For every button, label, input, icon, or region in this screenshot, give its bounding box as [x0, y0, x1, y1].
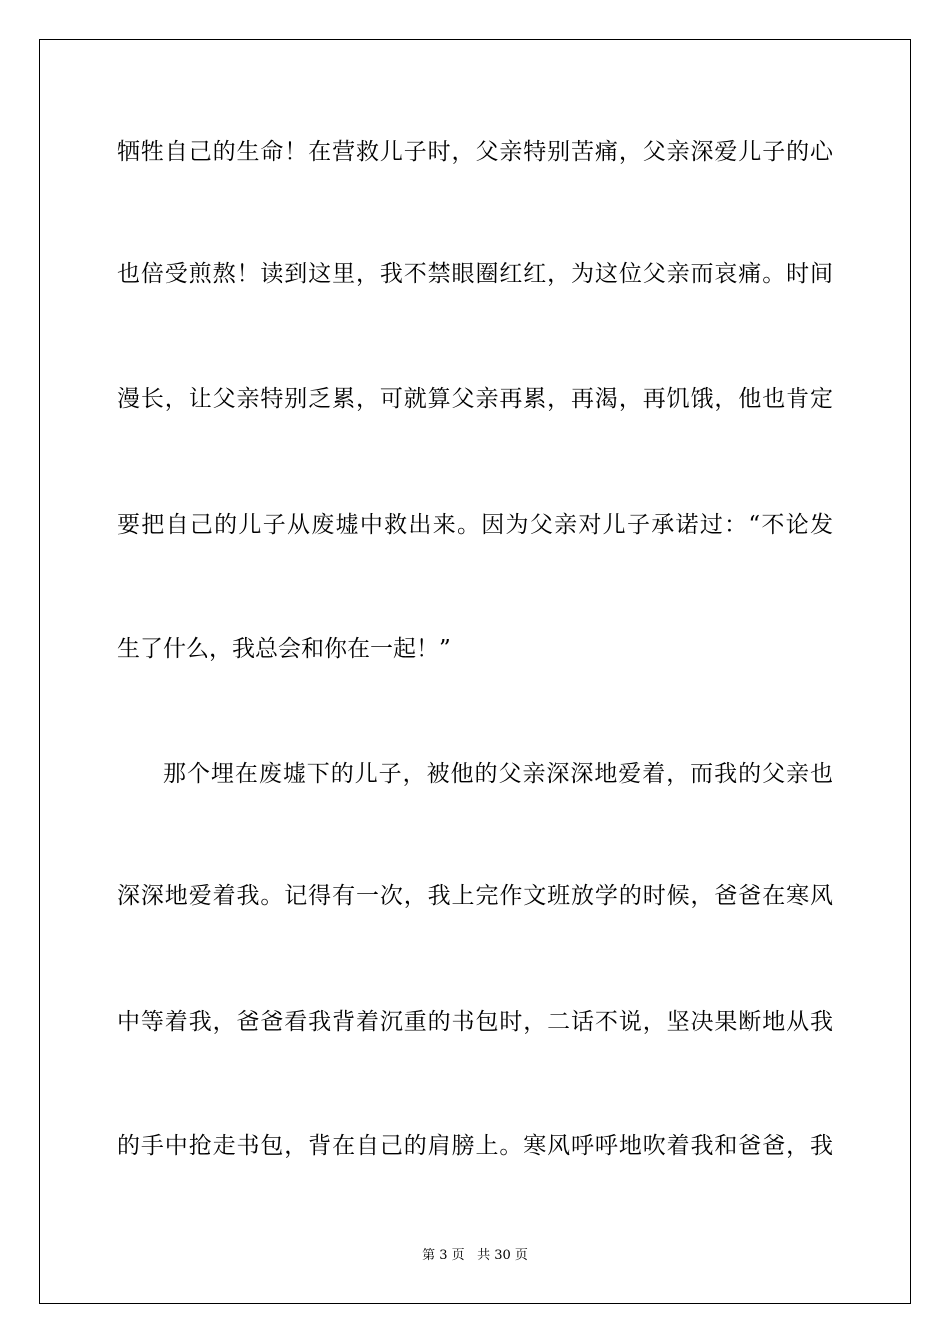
- paragraph-2-line-1: 那个埋在废墟下的儿子，被他的父亲深深地爱着，而我的父亲也: [163, 761, 833, 787]
- text-line-1: 牺牲自己的生命！在营救儿子时，父亲特别苦痛，父亲深爱儿子的心: [117, 139, 833, 165]
- text-line-8: 中等着我，爸爸看我背着沉重的书包时，二话不说，坚决果断地从我: [117, 1009, 833, 1035]
- text-line-2: 也倍受煎熬！读到这里，我不禁眼圈红红，为这位父亲而哀痛。时间: [117, 261, 833, 287]
- text-line-5: 生了什么，我总会和你在一起！”: [117, 636, 451, 662]
- text-line-9: 的手中抢走书包，背在自己的肩膀上。寒风呼呼地吹着我和爸爸，我: [117, 1133, 833, 1159]
- text-line-7: 深深地爱着我。记得有一次，我上完作文班放学的时候，爸爸在寒风: [117, 883, 833, 909]
- page-border: [39, 39, 911, 1304]
- text-line-4: 要把自己的儿子从废墟中救出来。因为父亲对儿子承诺过：“不论发: [117, 512, 833, 538]
- text-line-3: 漫长，让父亲特别乏累，可就算父亲再累，再渴，再饥饿，他也肯定: [117, 386, 833, 412]
- page-number: 第 3 页: [422, 1248, 465, 1263]
- page-total: 共 30 页: [477, 1248, 528, 1263]
- page-footer: [0, 1247, 950, 1265]
